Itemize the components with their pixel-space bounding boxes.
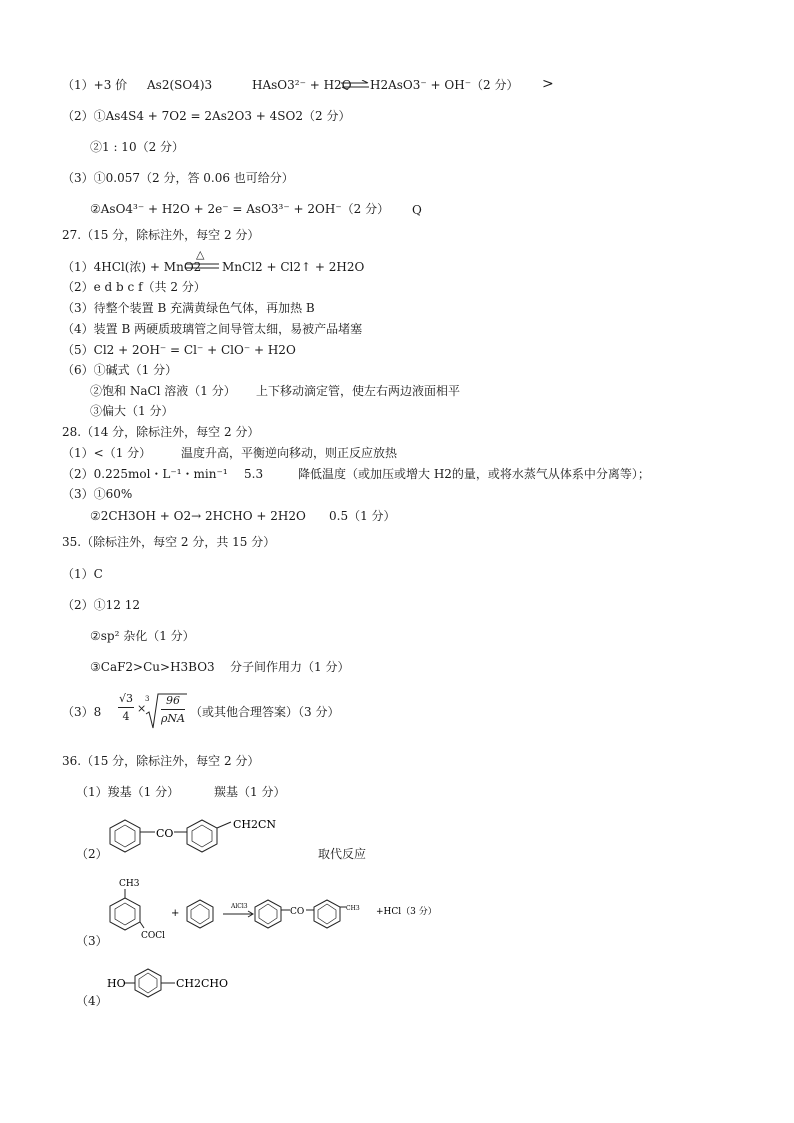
q26-hydrolysis-right: H2AsO3⁻ + OH⁻（2 分） bbox=[370, 78, 519, 92]
q27-line7-left: ②饱和 NaCl 溶液（1 分） bbox=[90, 384, 236, 398]
double-equals-icon bbox=[185, 262, 219, 270]
struct3-product-co-text: CO bbox=[290, 907, 305, 917]
q27-line1-right: MnCl2 + Cl2↑ + 2H2O bbox=[222, 260, 365, 274]
q36-line4-label: （4） bbox=[76, 994, 108, 1008]
q36-line2-label: （2） bbox=[76, 847, 108, 861]
q28-line1-right: 温度升高，平衡逆向移动，则正反应放热 bbox=[181, 446, 398, 460]
q26-compare: > bbox=[542, 76, 554, 92]
struct3-cocl-text: COCl bbox=[141, 931, 166, 941]
q28-line3: （3）①60% bbox=[62, 487, 133, 501]
q35-line5-note: （或其他合理答案）（3 分） bbox=[190, 705, 340, 719]
q27-line3: （3）待整个装置 B 充满黄绿色气体，再加热 B bbox=[62, 301, 315, 315]
q35-line1: （1）C bbox=[62, 567, 103, 581]
q27-line8: ③偏大（1 分） bbox=[90, 404, 174, 418]
heat-triangle-icon: △ bbox=[196, 248, 205, 261]
q26-line3: ②1 : 10（2 分） bbox=[90, 140, 185, 154]
q26-formula: As2(SO4)3 bbox=[147, 78, 213, 92]
q28-line1-left: （1）<（1 分） bbox=[62, 446, 152, 460]
benzoyl-phenylacetonitrile-structure bbox=[103, 810, 293, 860]
q35-line2: （2）①12 12 bbox=[62, 598, 140, 612]
q26-line4: （3）①0.057（2 分，答 0.06 也可给分） bbox=[62, 171, 294, 185]
q35-line3: ②sp² 杂化（1 分） bbox=[90, 629, 195, 643]
q27-line7-right: 上下移动滴定管，使左右两边液面相平 bbox=[256, 384, 461, 398]
struct4-ho-text: HO bbox=[107, 977, 126, 990]
struct3-product-ch3-text: CH3 bbox=[346, 905, 360, 912]
hydroxyphenylacetaldehyde-structure bbox=[103, 963, 253, 1003]
q26-line2: （2）①As4S4 + 7O2 = 2As2O3 + 4SO2（2 分） bbox=[62, 109, 351, 123]
q27-line5: （5）Cl2 + 2OH⁻ = Cl⁻ + ClO⁻ + H2O bbox=[62, 343, 296, 357]
q36-line1-right: 羰基（1 分） bbox=[214, 785, 286, 799]
q36-heading: 36.（15 分，除标注外，每空 2 分） bbox=[62, 754, 260, 768]
q35-line5-num: （3）8 bbox=[62, 705, 102, 719]
root-denominator: ρNA bbox=[160, 712, 186, 725]
plus-sign: + bbox=[171, 908, 180, 919]
q26-line1 bbox=[62, 77, 127, 93]
root-fraction-bar bbox=[161, 709, 185, 710]
catalyst-text: AlCl3 bbox=[231, 903, 248, 910]
equilibrium-arrow-icon bbox=[340, 80, 370, 90]
q26-hydrolysis-left: HAsO3²⁻ + H2O bbox=[252, 78, 352, 92]
q27-line1-left: （1）4HCl(浓) + MnO2 bbox=[62, 260, 202, 274]
struct4-ch2cho-text: CH2CHO bbox=[176, 977, 229, 990]
q28-line2-k: 5.3 bbox=[244, 467, 264, 481]
struct3-hcl-text: +HCl（3 分） bbox=[376, 907, 437, 917]
q28-heading: 28.（14 分，除标注外，每空 2 分） bbox=[62, 425, 260, 439]
formula-numerator: √3 bbox=[118, 692, 133, 705]
struct2-ch2cn-text: CH2CN bbox=[233, 818, 277, 831]
q28-line2-rate: （2）0.225mol・L⁻¹・min⁻¹ bbox=[62, 467, 228, 481]
formula-denominator: 4 bbox=[122, 710, 130, 723]
q27-heading: 27.（15 分，除标注外，每空 2 分） bbox=[62, 228, 260, 242]
q27-line6: （6）①碱式（1 分） bbox=[62, 363, 178, 377]
q27-line2: （2）e d b c f（共 2 分） bbox=[62, 280, 206, 294]
q35-line4-order: ③CaF2>Cu>H3BO3 bbox=[90, 660, 215, 674]
q35-line4-force: 分子间作用力（1 分） bbox=[230, 660, 350, 674]
struct2-co-text: CO bbox=[156, 827, 174, 840]
q35-heading: 35.（除标注外，每空 2 分，共 15 分） bbox=[62, 535, 276, 549]
struct3-ch3-text: CH3 bbox=[119, 879, 140, 889]
q36-reaction-type: 取代反应 bbox=[318, 847, 367, 861]
root-index: 3 bbox=[145, 695, 150, 703]
q36-line3-label: （3） bbox=[76, 934, 108, 948]
q26-mark-q: Q bbox=[412, 203, 422, 217]
root-numerator: 96 bbox=[166, 694, 180, 707]
times-sign: × bbox=[137, 702, 147, 715]
q26-valence: （1）+3 价 bbox=[62, 78, 128, 92]
fraction-bar bbox=[118, 707, 134, 708]
q27-line4: （4）装置 B 两硬质玻璃管之间导管太细，易被产品堵塞 bbox=[62, 322, 363, 336]
q36-line1-left: （1）羧基（1 分） bbox=[76, 785, 180, 799]
q28-line4-val: 0.5（1 分） bbox=[329, 509, 396, 523]
q28-line4-eq: ②2CH3OH + O2→ 2HCHO + 2H2O bbox=[90, 509, 306, 523]
friedel-crafts-reaction-scheme bbox=[103, 872, 448, 948]
q28-line2-measure: 降低温度（或加压或增大 H2的量，或将水蒸气从体系中分离等）； bbox=[298, 467, 650, 481]
q26-line5: ②AsO4³⁻ + H2O + 2e⁻ = AsO3³⁻ + 2OH⁻（2 分） bbox=[90, 202, 390, 216]
